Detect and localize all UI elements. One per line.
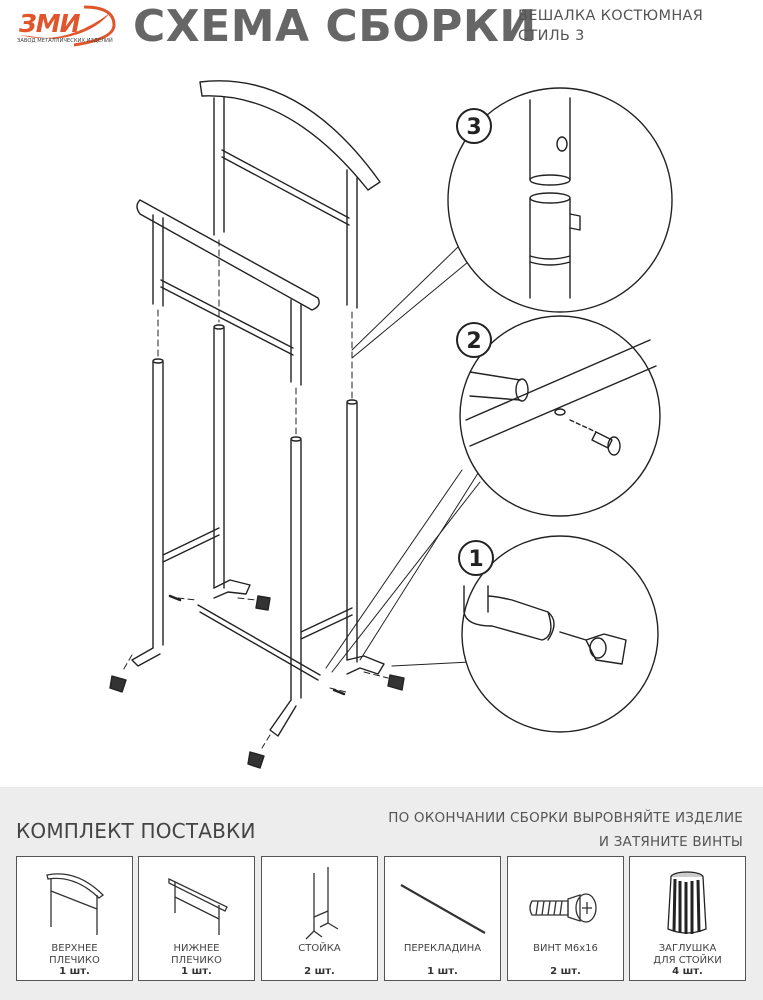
logo-text: ЗМИ xyxy=(19,9,80,38)
kit-item-upper-hanger xyxy=(16,856,133,981)
kit-item-screw xyxy=(507,856,624,981)
upper-hanger-part xyxy=(200,81,380,308)
item-quantity: 4 шт. xyxy=(672,966,703,977)
kit-item-post xyxy=(261,856,378,981)
item-label: НИЖНЕЕ ПЛЕЧИКО xyxy=(171,943,222,966)
item-quantity: 1 шт. xyxy=(427,966,458,977)
item-quantity: 2 шт. xyxy=(550,966,581,977)
post-icon xyxy=(262,857,376,942)
lower-hanger-icon xyxy=(139,857,253,942)
lower-hanger-part xyxy=(137,200,319,385)
kit-item-cap xyxy=(629,856,746,981)
logo-subtitle: ЗАВОД МЕТАЛЛИЧЕСКИХ ИЗДЕЛИЙ xyxy=(17,38,113,44)
caps-and-screws xyxy=(110,596,404,768)
note-line-2: И ЗАТЯНИТЕ ВИНТЫ xyxy=(598,834,743,850)
right-post-part xyxy=(270,400,384,736)
leader-lines xyxy=(326,245,480,672)
kit-item-crossbar xyxy=(384,856,501,981)
crossbar-part xyxy=(198,605,320,680)
upper-hanger-icon xyxy=(17,857,131,942)
item-label: ЗАГЛУШКА ДЛЯ СТОЙКИ xyxy=(653,943,722,966)
kit-title: КОМПЛЕКТ ПОСТАВКИ xyxy=(16,819,256,843)
item-label: ВИНТ М6х16 xyxy=(533,943,598,954)
assembly-note xyxy=(388,806,743,854)
cap-icon xyxy=(630,857,744,942)
item-quantity: 1 шт. xyxy=(181,966,212,977)
item-quantity: 1 шт. xyxy=(59,966,90,977)
assembly-guides xyxy=(122,240,388,748)
product-style: СТИЛЬ 3 xyxy=(518,28,585,44)
product-name: ВЕШАЛКА КОСТЮМНАЯ xyxy=(518,8,704,24)
note-line-1: ПО ОКОНЧАНИИ СБОРКИ ВЫРОВНЯЙТЕ ИЗДЕЛИЕ xyxy=(388,810,743,826)
step-number-1: 1 xyxy=(468,547,484,572)
step-number-2: 2 xyxy=(466,329,482,354)
product-subtitle xyxy=(518,6,703,46)
item-label: ВЕРХНЕЕ ПЛЕЧИКО xyxy=(49,943,100,966)
crossbar-icon xyxy=(385,857,499,942)
left-post-part xyxy=(132,325,250,666)
item-quantity: 2 шт. xyxy=(304,966,335,977)
page-title: СХЕМА СБОРКИ xyxy=(133,1,537,52)
item-label: СТОЙКА xyxy=(298,943,341,954)
item-label: ПЕРЕКЛАДИНА xyxy=(403,943,482,954)
assembly-drawing xyxy=(0,52,763,787)
brand-logo xyxy=(14,5,118,47)
kit-item-lower-hanger xyxy=(138,856,255,981)
screw-icon xyxy=(508,857,622,942)
step-number-3: 3 xyxy=(466,115,482,140)
